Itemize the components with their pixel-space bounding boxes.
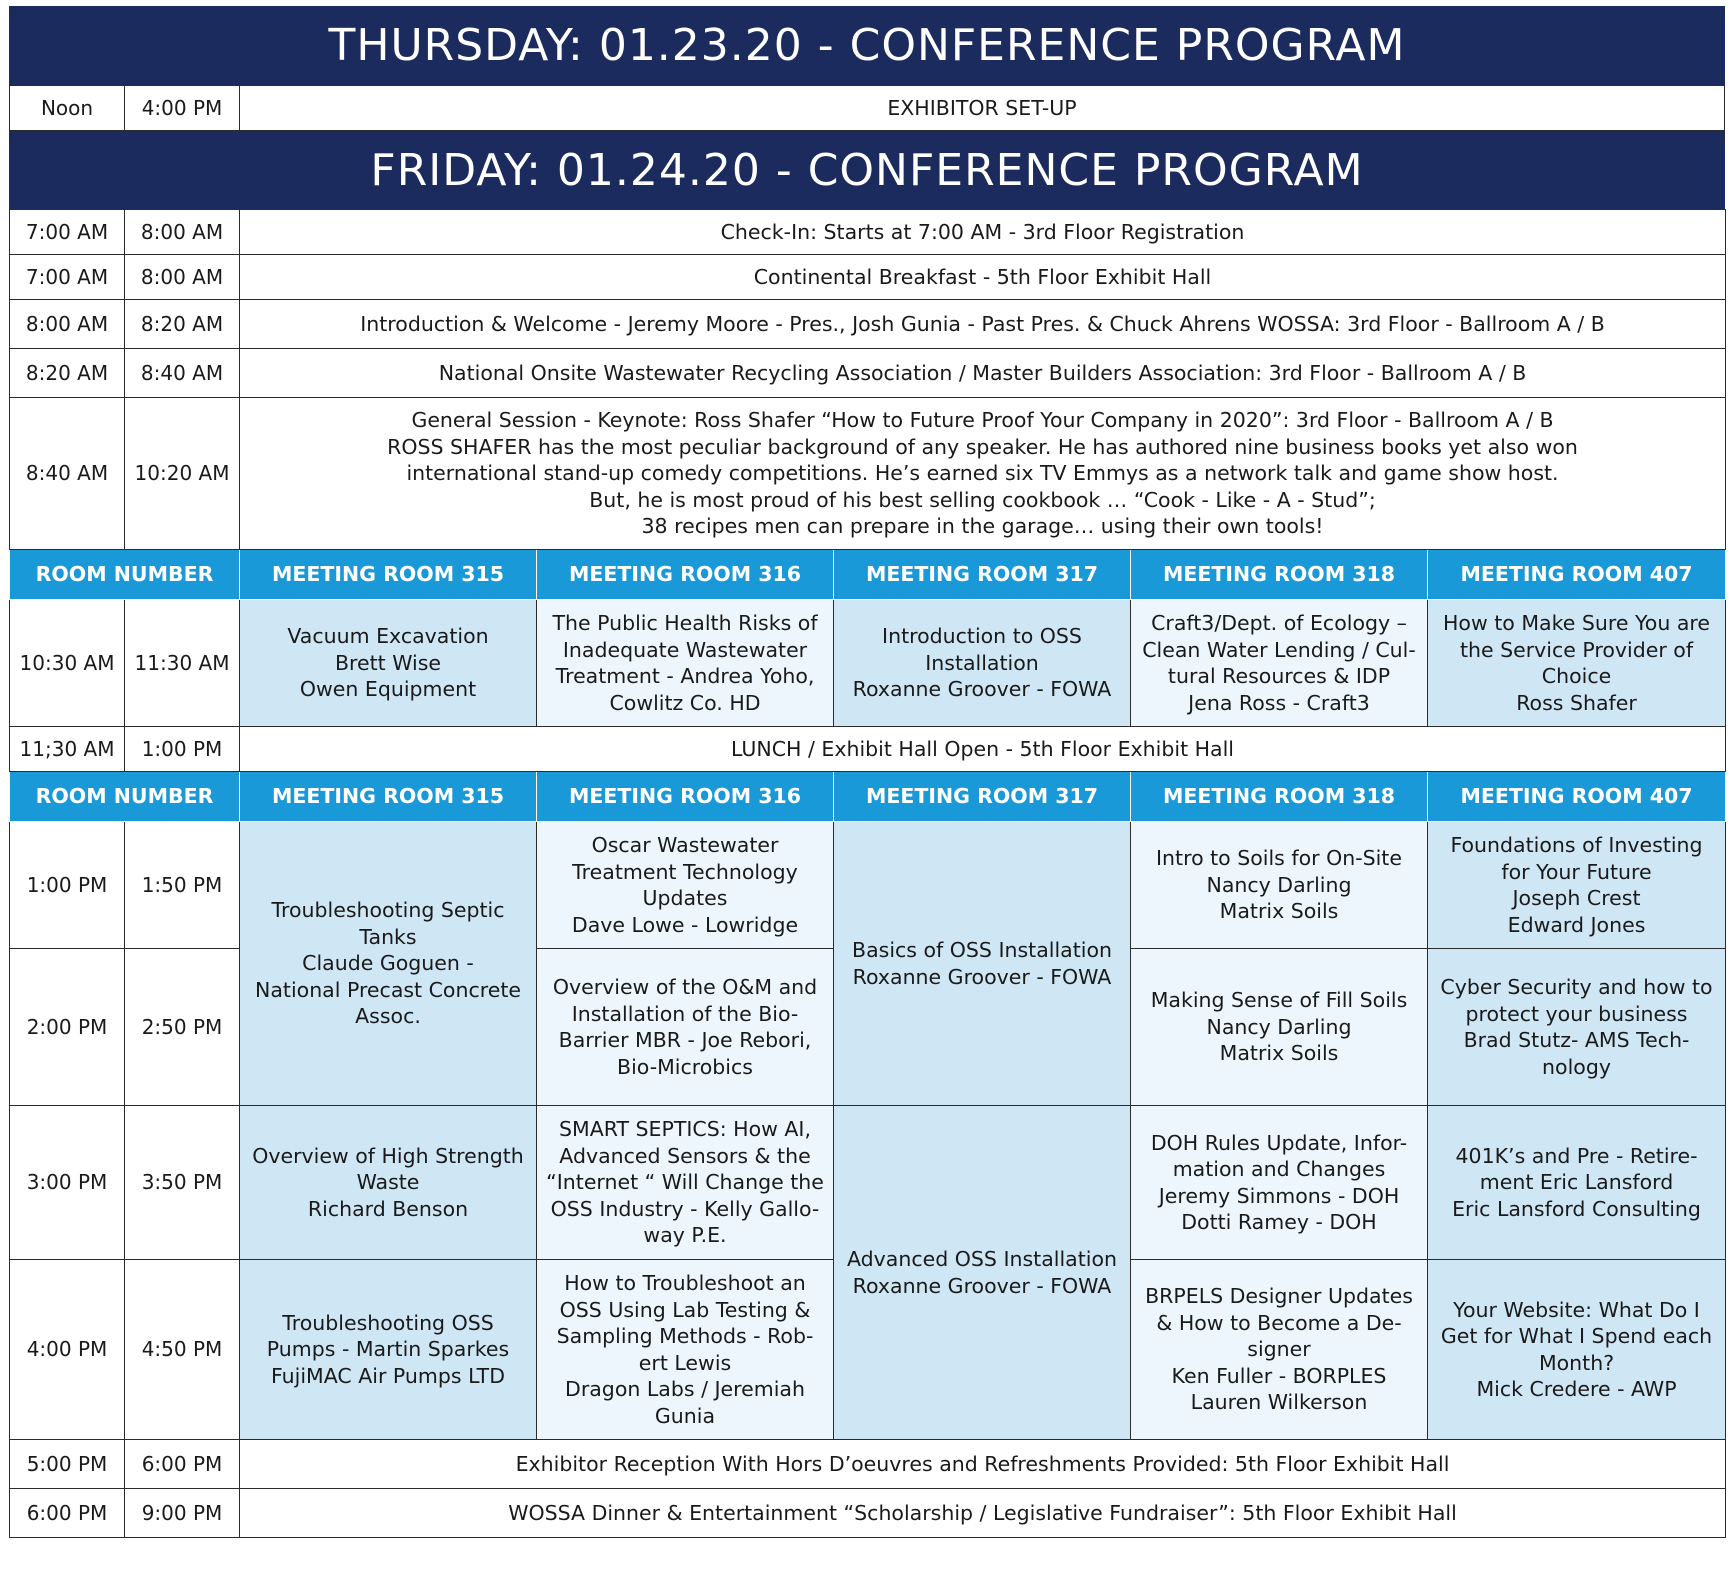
event-description: EXHIBITOR SET-UP bbox=[240, 86, 1725, 131]
end-time: 11:30 AM bbox=[125, 600, 240, 727]
start-time: 4:00 PM bbox=[10, 1260, 125, 1440]
session-line: signer bbox=[1247, 1337, 1311, 1362]
session-line: ment Eric Lansford bbox=[1479, 1170, 1674, 1195]
session-line: Troubleshooting Septic bbox=[271, 898, 505, 923]
session-line: Gunia bbox=[654, 1403, 716, 1428]
session-line: Mick Credere - AWP bbox=[1476, 1377, 1677, 1401]
session-row bbox=[10, 1106, 1726, 1260]
session-cell bbox=[1131, 600, 1428, 727]
session-line: Craft3/Dept. of Ecology – bbox=[1151, 611, 1407, 635]
session-cell bbox=[240, 600, 537, 727]
session-line: Joseph Crest bbox=[1512, 886, 1641, 910]
end-time: 2:50 PM bbox=[125, 949, 240, 1106]
session-line: Claude Goguen - bbox=[302, 951, 474, 976]
session-line: Get for What I Spend each bbox=[1440, 1324, 1713, 1348]
session-line: Vacuum Excavation bbox=[287, 624, 489, 649]
end-time: 9:00 PM bbox=[125, 1489, 240, 1538]
event-description: WOSSA Dinner & Entertainment “Scholarship / Legislative Fundraiser”: 5th Floor Exhibit Hall bbox=[240, 1489, 1726, 1538]
room-315-header: MEETING ROOM 315 bbox=[240, 772, 537, 822]
start-time: 8:20 AM bbox=[10, 349, 125, 398]
session-line: Roxanne Groover - FOWA bbox=[852, 964, 1112, 989]
session-line: OSS Industry - Kelly Gallo- bbox=[550, 1196, 820, 1221]
session-line: The Public Health Risks of bbox=[552, 611, 818, 635]
session-line: National Precast Concrete bbox=[255, 977, 521, 1002]
session-line: Bio-Microbics bbox=[617, 1054, 753, 1079]
session-line: the Service Provider of bbox=[1459, 637, 1694, 662]
end-time: 10:20 AM bbox=[125, 398, 240, 550]
schedule-row bbox=[10, 727, 1726, 772]
start-time: 7:00 AM bbox=[10, 210, 125, 255]
session-cell bbox=[1428, 1260, 1726, 1440]
session-row bbox=[10, 822, 1726, 949]
end-time: 3:50 PM bbox=[125, 1106, 240, 1260]
session-line: Installation of the Bio- bbox=[571, 1001, 799, 1026]
session-line: Nancy Darling bbox=[1206, 872, 1352, 897]
keynote-line: General Session - Keynote: Ross Shafer “How to Future Proof Your Company in 2020”: 3rd Floor - Ballroom A / B bbox=[411, 408, 1554, 433]
session-cell bbox=[834, 1106, 1131, 1440]
event-description: Check-In: Starts at 7:00 AM - 3rd Floor Registration bbox=[240, 210, 1726, 255]
session-line: FujiMAC Air Pumps LTD bbox=[271, 1363, 505, 1388]
session-line: protect your business bbox=[1465, 1001, 1688, 1026]
session-cell bbox=[240, 1260, 537, 1440]
room-316-header: MEETING ROOM 316 bbox=[537, 772, 834, 822]
session-line: Updates bbox=[642, 886, 728, 910]
schedule-row bbox=[10, 86, 1725, 131]
session-line: & How to Become a De- bbox=[1156, 1310, 1402, 1335]
schedule-row bbox=[10, 1489, 1726, 1538]
keynote-row bbox=[10, 398, 1726, 550]
session-line: mation and Changes bbox=[1172, 1157, 1386, 1181]
end-time: 4:50 PM bbox=[125, 1260, 240, 1440]
session-cell bbox=[537, 1260, 834, 1440]
start-time: 8:40 AM bbox=[10, 398, 125, 550]
session-line: Your Website: What Do I bbox=[1453, 1297, 1700, 1322]
event-description: Introduction & Welcome - Jeremy Moore - Pres., Josh Gunia - Past Pres. & Chuck Ahrens WOSSA: 3rd Floor - Ballroom A / B bbox=[240, 300, 1726, 349]
event-description: LUNCH / Exhibit Hall Open - 5th Floor Exhibit Hall bbox=[240, 727, 1726, 772]
session-line: “Internet “ Will Change the bbox=[546, 1170, 824, 1195]
keynote-description bbox=[240, 398, 1726, 550]
friday-title: FRIDAY: 01.24.20 - CONFERENCE PROGRAM bbox=[9, 131, 1725, 209]
friday-table bbox=[9, 209, 1726, 1538]
thursday-title: THURSDAY: 01.23.20 - CONFERENCE PROGRAM bbox=[9, 6, 1725, 85]
session-cell bbox=[240, 1106, 537, 1260]
end-time: 1:50 PM bbox=[125, 822, 240, 949]
session-line: Overview of High Strength bbox=[252, 1143, 524, 1168]
session-line: ert Lewis bbox=[638, 1350, 732, 1375]
session-cell bbox=[240, 822, 537, 1106]
session-line: Dotti Ramey - DOH bbox=[1181, 1210, 1377, 1234]
session-line: Matrix Soils bbox=[1219, 899, 1339, 924]
session-line: Making Sense of Fill Soils bbox=[1150, 988, 1408, 1013]
session-line: Month? bbox=[1538, 1350, 1615, 1375]
start-time: 3:00 PM bbox=[10, 1106, 125, 1260]
session-line: Treatment Technology bbox=[572, 859, 798, 884]
session-line: Roxanne Groover - FOWA bbox=[852, 1273, 1112, 1298]
session-line: Matrix Soils bbox=[1219, 1041, 1339, 1066]
start-time: 7:00 AM bbox=[10, 255, 125, 300]
start-time: 6:00 PM bbox=[10, 1489, 125, 1538]
room-407-header: MEETING ROOM 407 bbox=[1428, 772, 1726, 822]
event-description: Exhibitor Reception With Hors D’oeuvres and Refreshments Provided: 5th Floor Exhibit Hall bbox=[240, 1440, 1726, 1489]
keynote-line: 38 recipes men can prepare in the garage… using their own tools! bbox=[641, 514, 1324, 539]
keynote-line: ROSS SHAFER has the most peculiar background of any speaker. He has authored nine business books yet also won bbox=[387, 434, 1578, 459]
schedule-row bbox=[10, 210, 1726, 255]
end-time: 8:00 AM bbox=[125, 255, 240, 300]
schedule-row bbox=[10, 349, 1726, 398]
session-line: Cowlitz Co. HD bbox=[609, 690, 761, 715]
session-line: Edward Jones bbox=[1507, 912, 1646, 937]
session-line: tural Resources & IDP bbox=[1167, 664, 1391, 688]
session-line: Foundations of Investing bbox=[1450, 833, 1703, 857]
session-line: Ross Shafer bbox=[1516, 690, 1637, 715]
session-cell bbox=[1428, 1106, 1726, 1260]
session-line: SMART SEPTICS: How AI, bbox=[559, 1117, 811, 1142]
session-line: Oscar Wastewater bbox=[591, 833, 779, 857]
room-316-header: MEETING ROOM 316 bbox=[537, 550, 834, 600]
start-time: Noon bbox=[10, 86, 125, 131]
session-line: Barrier MBR - Joe Rebori, bbox=[558, 1028, 812, 1052]
session-line: Tanks bbox=[359, 924, 417, 949]
session-line: Assoc. bbox=[355, 1004, 421, 1029]
session-cell bbox=[834, 600, 1131, 727]
room-315-header: MEETING ROOM 315 bbox=[240, 550, 537, 600]
session-cell bbox=[537, 1106, 834, 1260]
session-line: Installation bbox=[925, 650, 1039, 675]
session-line: Owen Equipment bbox=[299, 677, 477, 702]
event-description: National Onsite Wastewater Recycling Association / Master Builders Association: 3rd Floor - Ballroom A / B bbox=[240, 349, 1726, 398]
session-line: 401K’s and Pre - Retire- bbox=[1455, 1143, 1698, 1168]
start-time: 5:00 PM bbox=[10, 1440, 125, 1489]
keynote-line: But, he is most proud of his best selling cookbook … “Cook - Like - A - Stud”; bbox=[589, 487, 1376, 512]
end-time: 8:00 AM bbox=[125, 210, 240, 255]
session-cell bbox=[1428, 822, 1726, 949]
session-line: Dragon Labs / Jeremiah bbox=[565, 1377, 805, 1401]
session-line: Brett Wise bbox=[334, 650, 442, 675]
session-cell bbox=[1428, 600, 1726, 727]
session-line: Jena Ross - Craft3 bbox=[1188, 690, 1370, 715]
session-cell bbox=[1131, 822, 1428, 949]
session-line: Cyber Security and how to bbox=[1440, 975, 1713, 999]
room-number-header: ROOM NUMBER bbox=[10, 550, 240, 600]
room-407-header: MEETING ROOM 407 bbox=[1428, 550, 1726, 600]
session-line: Eric Lansford Consulting bbox=[1452, 1196, 1701, 1221]
start-time: 1:00 PM bbox=[10, 822, 125, 949]
session-line: Advanced Sensors & the bbox=[559, 1143, 811, 1168]
session-line: How to Troubleshoot an bbox=[564, 1271, 806, 1295]
session-line: OSS Using Lab Testing & bbox=[559, 1297, 811, 1322]
room-318-header: MEETING ROOM 318 bbox=[1131, 550, 1428, 600]
session-cell bbox=[537, 822, 834, 949]
end-time: 8:20 AM bbox=[125, 300, 240, 349]
session-cell bbox=[834, 822, 1131, 1106]
session-line: nology bbox=[1542, 1054, 1611, 1079]
session-line: Troubleshooting OSS bbox=[282, 1310, 494, 1335]
schedule-row bbox=[10, 255, 1726, 300]
session-line: Richard Benson bbox=[307, 1196, 469, 1221]
session-line: DOH Rules Update, Infor- bbox=[1150, 1130, 1408, 1155]
session-line: Advanced OSS Installation bbox=[847, 1247, 1117, 1271]
end-time: 8:40 AM bbox=[125, 349, 240, 398]
start-time: 8:00 AM bbox=[10, 300, 125, 349]
keynote-line: international stand-up comedy competitions. He’s earned six TV Emmys as a network talk and game show host. bbox=[406, 461, 1559, 486]
session-line: Introduction to OSS bbox=[882, 624, 1082, 649]
session-line: Waste bbox=[356, 1170, 420, 1195]
end-time: 1:00 PM bbox=[125, 727, 240, 772]
room-317-header: MEETING ROOM 317 bbox=[834, 550, 1131, 600]
conference-program bbox=[9, 6, 1725, 1569]
session-line: Intro to Soils for On-Site bbox=[1156, 846, 1402, 871]
session-line: Inadequate Wastewater bbox=[562, 637, 808, 662]
session-line: Nancy Darling bbox=[1206, 1014, 1352, 1039]
session-row bbox=[10, 600, 1726, 727]
start-time: 2:00 PM bbox=[10, 949, 125, 1106]
session-line: Choice bbox=[1541, 664, 1612, 688]
schedule-row bbox=[10, 1440, 1726, 1489]
session-line: Jeremy Simmons - DOH bbox=[1158, 1183, 1400, 1208]
event-description: Continental Breakfast - 5th Floor Exhibit Hall bbox=[240, 255, 1726, 300]
room-header-row bbox=[10, 772, 1726, 822]
room-number-header: ROOM NUMBER bbox=[10, 772, 240, 822]
session-cell bbox=[537, 949, 834, 1106]
session-line: Sampling Methods - Rob- bbox=[556, 1324, 814, 1348]
room-header-row bbox=[10, 550, 1726, 600]
room-318-header: MEETING ROOM 318 bbox=[1131, 772, 1428, 822]
start-time: 11;30 AM bbox=[10, 727, 125, 772]
session-line: Brad Stutz- AMS Tech- bbox=[1463, 1028, 1690, 1052]
session-line: How to Make Sure You are bbox=[1443, 611, 1710, 635]
session-line: Roxanne Groover - FOWA bbox=[852, 677, 1112, 702]
session-line: for Your Future bbox=[1501, 859, 1652, 884]
session-line: BRPELS Designer Updates bbox=[1145, 1284, 1413, 1309]
session-cell bbox=[1131, 949, 1428, 1106]
session-line: Ken Fuller - BORPLES bbox=[1171, 1363, 1387, 1388]
session-cell bbox=[1428, 949, 1726, 1106]
schedule-row bbox=[10, 300, 1726, 349]
session-cell bbox=[537, 600, 834, 727]
end-time: 4:00 PM bbox=[125, 86, 240, 131]
session-line: Pumps - Martin Sparkes bbox=[266, 1337, 510, 1362]
session-line: Overview of the O&M and bbox=[552, 975, 818, 999]
session-cell bbox=[1131, 1106, 1428, 1260]
session-line: Treatment - Andrea Yoho, bbox=[555, 664, 815, 688]
session-line: Dave Lowe - Lowridge bbox=[571, 912, 799, 937]
room-317-header: MEETING ROOM 317 bbox=[834, 772, 1131, 822]
session-line: Basics of OSS Installation bbox=[852, 938, 1112, 962]
thursday-table bbox=[9, 85, 1725, 131]
session-line: way P.E. bbox=[643, 1223, 727, 1248]
session-line: Clean Water Lending / Cul- bbox=[1142, 637, 1416, 662]
end-time: 6:00 PM bbox=[125, 1440, 240, 1489]
start-time: 10:30 AM bbox=[10, 600, 125, 727]
session-line: Lauren Wilkerson bbox=[1190, 1390, 1368, 1415]
session-cell bbox=[1131, 1260, 1428, 1440]
